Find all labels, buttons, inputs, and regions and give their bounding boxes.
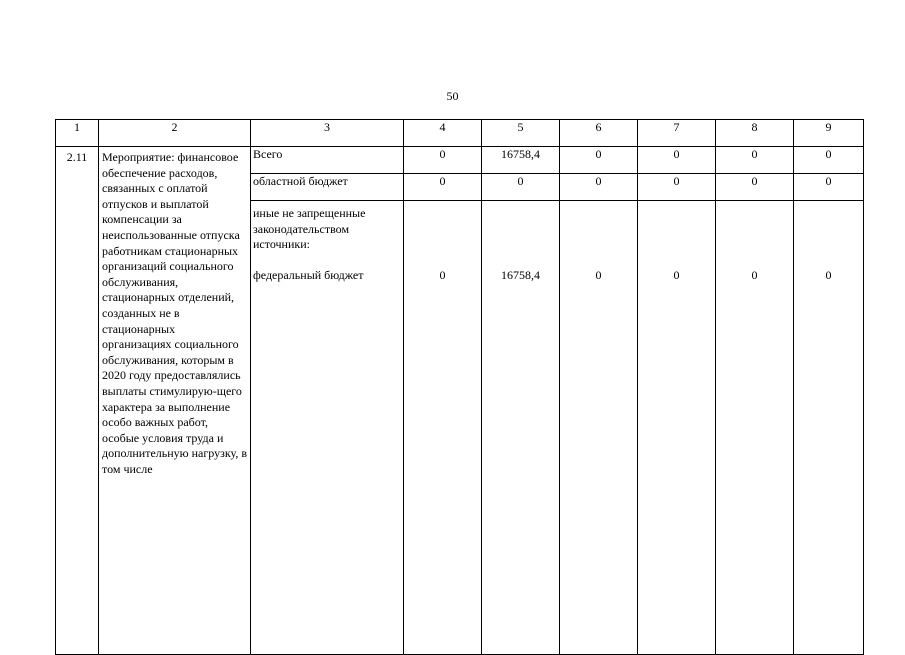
- value-cell: 0: [482, 174, 560, 201]
- value-cell: 0: [404, 147, 482, 174]
- value-cell: 0: [638, 201, 716, 655]
- source-cell: [251, 201, 404, 655]
- header-cell: 5: [482, 120, 560, 147]
- table-header-row: [56, 120, 864, 147]
- header-cell: 6: [560, 120, 638, 147]
- value-cell: 0: [716, 201, 794, 655]
- value-cell: 0: [716, 174, 794, 201]
- item-description: Мероприятие: финансовое обеспечение расходов, связанных с оплатой отпусков и выплатой компенсации за неиспользованные отпуска работникам стационарных организаций социального обслуживания, стационарных отделений, созданных не в стационарных организациях социального обслуживания, которым в 2020 году предоставлялись выплаты стимулирую-щего характера за выполнение особо важных работ, особые условия труда и дополнительную нагрузку, в том числе: [99, 147, 251, 655]
- value-cell: 0: [638, 174, 716, 201]
- other-sources-label: иные не запрещенные законодательством источники:: [253, 206, 366, 252]
- header-cell: 8: [716, 120, 794, 147]
- source-label: областной бюджет: [251, 174, 404, 201]
- value-cell: 0: [638, 147, 716, 174]
- budget-table: [55, 119, 864, 655]
- value-cell: 0: [794, 147, 864, 174]
- value-cell: 16758,4: [482, 147, 560, 174]
- value-cell: 0: [794, 201, 864, 655]
- source-label: Всего: [251, 147, 404, 174]
- header-cell: 7: [638, 120, 716, 147]
- header-cell: 1: [56, 120, 99, 147]
- header-cell: 2: [99, 120, 251, 147]
- header-cell: 3: [251, 120, 404, 147]
- value-cell: 0: [560, 147, 638, 174]
- value-cell: 16758,4: [482, 201, 560, 655]
- page-number: 50: [446, 89, 459, 103]
- item-number: 2.11: [56, 147, 99, 655]
- value-cell: 0: [794, 174, 864, 201]
- header-cell: 4: [404, 120, 482, 147]
- table-row-total: [56, 147, 864, 174]
- value-cell: 0: [560, 201, 638, 655]
- header-cell: 9: [794, 120, 864, 147]
- value-cell: 0: [404, 201, 482, 655]
- value-cell: 0: [716, 147, 794, 174]
- value-cell: 0: [560, 174, 638, 201]
- value-cell: 0: [404, 174, 482, 201]
- source-label: федеральный бюджет: [253, 267, 364, 282]
